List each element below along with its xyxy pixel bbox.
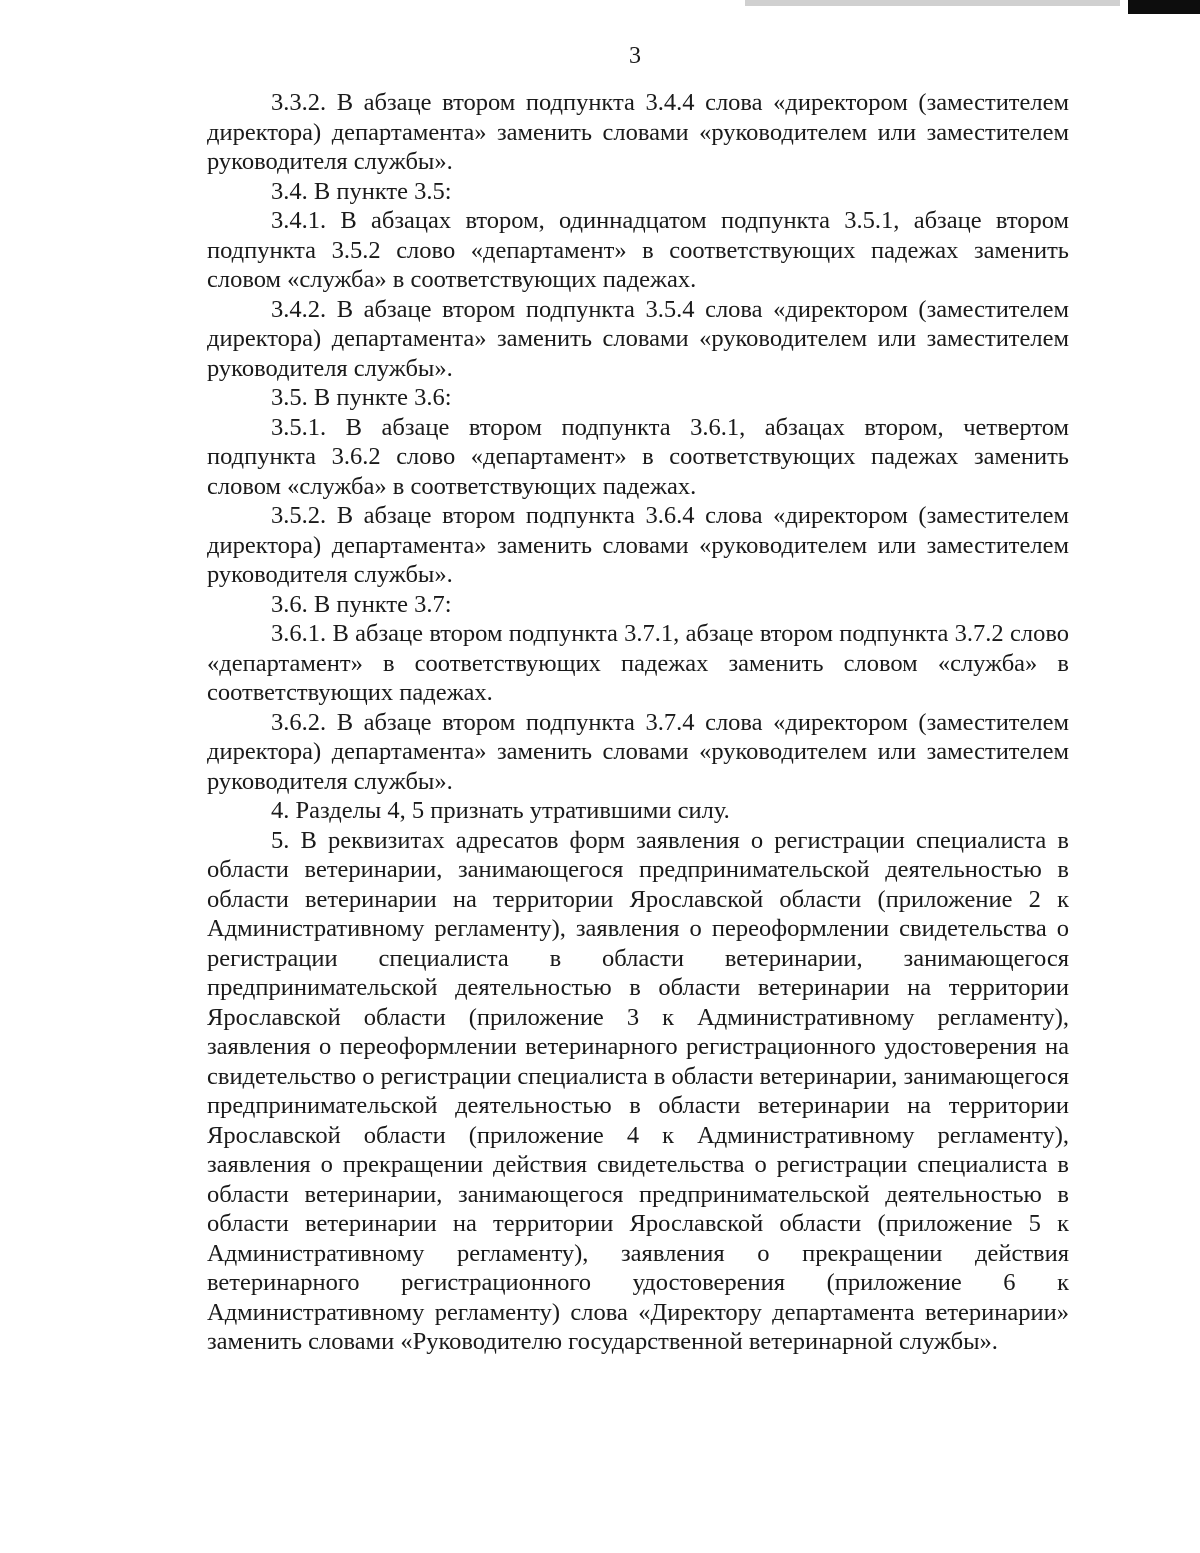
paragraph-3-6-2: 3.6.2. В абзаце втором подпункта 3.7.4 слова «директором (заместителем директора) департамента» заменить словами «руководителем или заместителем руководителя службы». xyxy=(207,708,1069,795)
paragraph-3-6-1: 3.6.1. В абзаце втором подпункта 3.7.1, абзаце втором подпункта 3.7.2 слово «департамент» в соответствующих падежах заменить словом «служба» в соответствующих падежах. xyxy=(207,620,1069,706)
paragraph-4: 4. Разделы 4, 5 признать утратившими силу. xyxy=(271,797,730,824)
paragraph-3-6: 3.6. В пункте 3.7: xyxy=(271,590,452,618)
page-number: 3 xyxy=(629,43,641,69)
paragraph-3-4-2: 3.4.2. В абзаце втором подпункта 3.5.4 слова «директором (заместителем директора) департамента» заменить словами «руководителем или заместителем руководителя службы». xyxy=(207,295,1069,382)
paragraph-3-5: 3.5. В пункте 3.6: xyxy=(271,384,452,411)
scan-corner-mark xyxy=(1128,0,1200,14)
document-body xyxy=(207,88,1069,1357)
paragraph-5: 5. В реквизитах адресатов форм заявления о регистрации специалиста в области ветеринарии, занимающегося предпринимательской деятельностью в области ветеринарии на территории Ярославской области (приложение 2 к Административному регламенту), заявления о переоформлении свидетельства о регистрации специалиста в области ветеринарии, занимающегося предпринимательской деятельностью в области ветеринарии на территории Ярославской области (приложение 3 к Административному регламенту), заявления о переоформлении ветеринарного регистрационного удостоверения на свидетельство о регистрации специалиста в области ветеринарии, занимающегося предпринимательской деятельностью в области ветеринарии на территории Ярославской области (приложение 4 к Административному регламенту), заявления о прекращении действия свидетельства о регистрации специалиста в области ветеринарии, занимающегося предпринимательской деятельностью в области ветеринарии на территории Ярославской области (приложение 5 к Административному регламенту), заявления о прекращении действия ветеринарного регистрационного удостоверения (приложение 6 к Административному регламенту) слова «Директору департамента ветеринарии» заменить словами «Руководителю государственной ветеринарной службы». xyxy=(207,826,1069,1355)
paragraph-3-4: 3.4. В пункте 3.5: xyxy=(271,177,452,205)
paragraph-3-5-1: 3.5.1. В абзаце втором подпункта 3.6.1, абзацах втором, четвертом подпункта 3.6.2 слово «департамент» в соответствующих падежах заменить словом «служба» в соответствующих падежах. xyxy=(207,413,1069,500)
paragraph-3-4-1: 3.4.1. В абзацах втором, одиннадцатом подпункта 3.5.1, абзаце втором подпункта 3.5.2 слово «департамент» в соответствующих падежах заменить словом «служба» в соответствующих падежах. xyxy=(207,207,1069,293)
paragraph-3-5-2: 3.5.2. В абзаце втором подпункта 3.6.4 слова «директором (заместителем директора) департамента» заменить словами «руководителем или заместителем руководителя службы». xyxy=(207,502,1069,588)
scan-edge-mark xyxy=(745,0,1120,6)
paragraph-3-3-2: 3.3.2. В абзаце втором подпункта 3.4.4 слова «директором (заместителем директора) департамента» заменить словами «руководителем или заместителем руководителя службы». xyxy=(207,89,1069,175)
